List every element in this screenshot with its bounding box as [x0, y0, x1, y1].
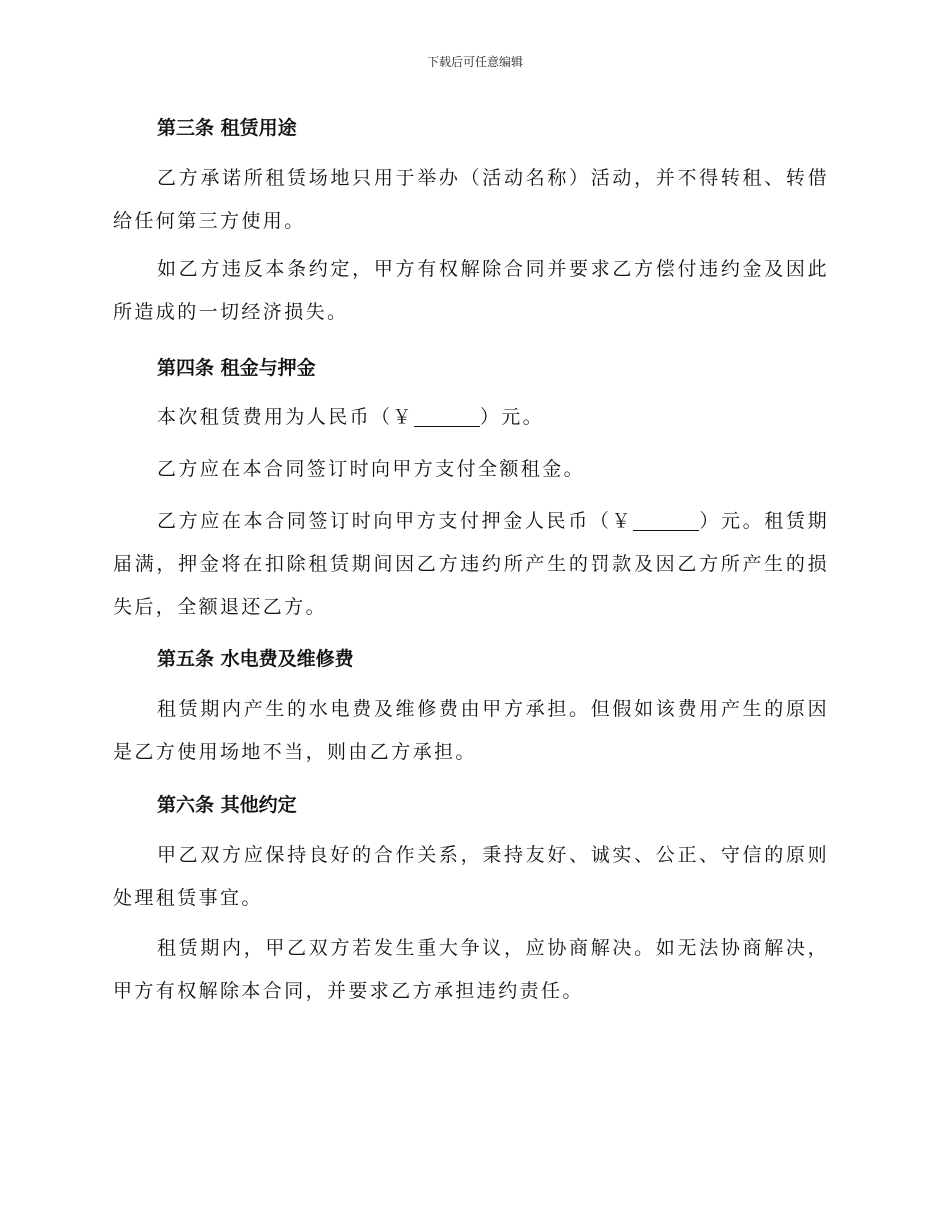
section-3-paragraph-2: 如乙方违反本条约定，甲方有权解除合同并要求乙方偿付违约金及因此所造成的一切经济损失。 [113, 258, 829, 323]
section-6-paragraph-2: 租赁期内，甲乙双方若发生重大争议，应协商解决。如无法协商解决，甲方有权解除本合同，并要求乙方承担违约责任。 [113, 937, 829, 1002]
section-5-paragraph-1: 租赁期内产生的水电费及维修费由甲方承担。但假如该费用产生的原因是乙方使用场地不当，则由乙方承担。 [113, 698, 829, 763]
section-title-4: 第四条 租金与押金 [157, 357, 316, 379]
page-header-note: 下载后可任意编辑 [426, 55, 523, 69]
section-4-paragraph-3-after: ）元。租赁期届满，押金将在扣除租赁期间因乙方违约所产生的罚款及因乙方所产生的损失后，全额退还乙方。 [113, 510, 829, 618]
section-4-paragraph-3-before: 乙方应在本合同签订时向甲方支付押金人民币（￥ [157, 510, 634, 532]
section-title-6: 第六条 其他约定 [157, 794, 297, 816]
section-6-paragraph-1: 甲乙双方应保持良好的合作关系，秉持友好、诚实、公正、守信的原则处理租赁事宜。 [113, 844, 829, 909]
deposit-amount-blank [633, 510, 699, 531]
section-4-paragraph-2: 乙方应在本合同签订时向甲方支付全额租金。 [157, 458, 586, 480]
section-4-paragraph-1-after: ）元。 [479, 406, 545, 428]
section-4-paragraph-1 [113, 396, 829, 439]
section-title-3: 第三条 租赁用途 [157, 117, 297, 139]
section-title-5: 第五条 水电费及维修费 [157, 648, 354, 670]
section-4-paragraph-1-before: 本次租赁费用为人民币（￥ [157, 406, 414, 428]
section-3-paragraph-1: 乙方承诺所租赁场地只用于举办（活动名称）活动，并不得转租、转借给任何第三方使用。 [113, 167, 829, 232]
rent-amount-blank [414, 406, 480, 427]
section-4-paragraph-3 [113, 500, 829, 629]
